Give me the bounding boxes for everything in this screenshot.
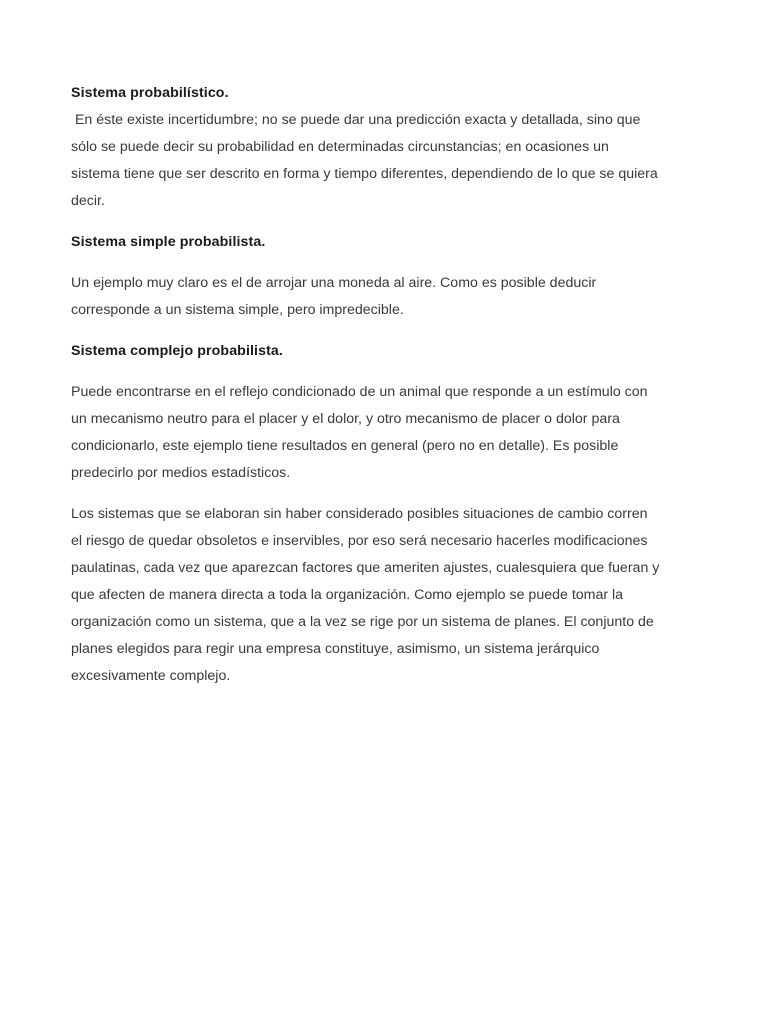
document-page [71,80,661,690]
spacer [71,487,661,501]
spacer [71,256,661,270]
paragraph-complejo-probabilista: Puede encontrarse en el reflejo condicionado de un animal que responde a un estímulo con un mecanismo neutro para el placer y el dolor, y otro mecanismo de placer o dolor para condicionarlo, este ejemplo tiene resultados en general (pero no en detalle). Es posible predecirlo por medios estadísticos. [71,384,648,481]
paragraph-probabilistico: En éste existe incertidumbre; no se puede dar una predicción exacta y detallada, sino que sólo se puede decir su probabilidad en determinadas circunstancias; en ocasiones un sistema tiene que ser descrito en forma y tiempo diferentes, dependiendo de lo que se quiera decir. [71,112,662,209]
section-heading-complejo-probabilista: Sistema complejo probabilista. [71,343,283,359]
spacer [71,324,661,338]
paragraph-simple-probabilista: Un ejemplo muy claro es el de arrojar una moneda al aire. Como es posible deducir corresponde a un sistema simple, pero impredecible. [71,275,597,318]
section-heading-simple-probabilista: Sistema simple probabilista. [71,234,266,250]
spacer [71,215,661,229]
section-heading-probabilistico: Sistema probabilístico. [71,85,229,101]
spacer [71,365,661,379]
paragraph-sistemas-cambio: Los sistemas que se elaboran sin haber considerado posibles situaciones de cambio corren el riesgo de quedar obsoletos e inservibles, por eso será necesario hacerles modificaciones paulatinas, cada vez que aparezcan factores que ameriten ajustes, cualesquiera que fueran y que afecten de manera directa a toda la organización. Como ejemplo se puede tomar la organización como un sistema, que a la vez se rige por un sistema de planes. El conjunto de planes elegidos para regir una empresa constituye, asimismo, un sistema jerárquico excesivamente complejo. [71,506,660,684]
